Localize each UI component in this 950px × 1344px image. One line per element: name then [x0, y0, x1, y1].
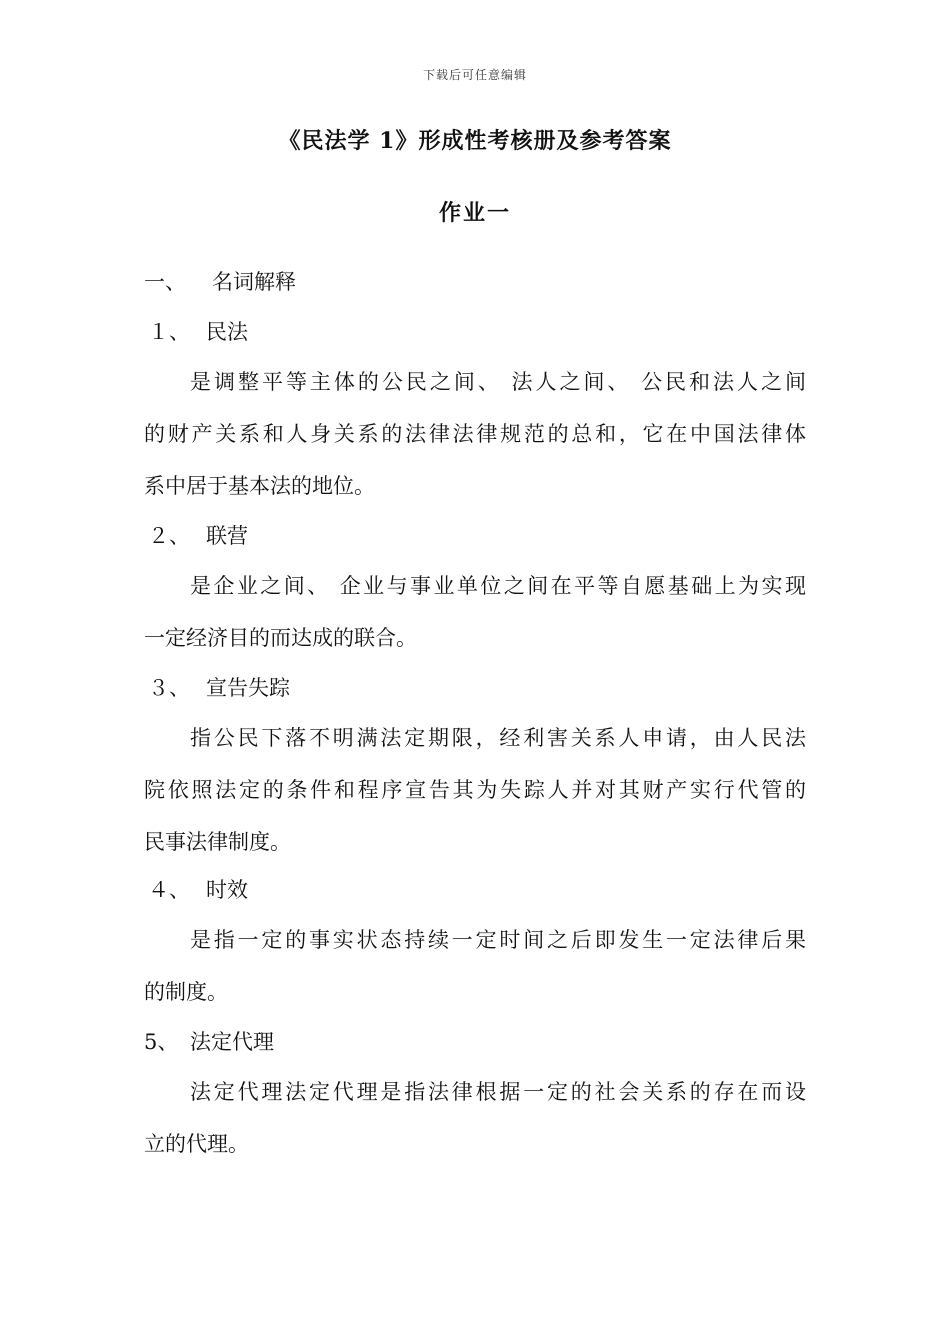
definition-line: 的财产关系和人身关系的法律法律规范的总和，它在中国法律体 [144, 422, 806, 446]
definition-line: 是调整平等主体的公民之间、 法人之间、 公民和法人之间 [190, 370, 806, 394]
definition-line: 院依照法定的条件和程序宣告其为失踪人并对其财产实行代管的 [144, 778, 806, 802]
term-heading-5 [144, 1028, 274, 1056]
definition-line: 民事法律制度。 [144, 830, 291, 854]
term-heading-4 [144, 876, 248, 904]
term-name: 法定代理 [190, 1030, 274, 1054]
section-title: 名词解释 [212, 270, 296, 294]
term-number: 5、 [144, 1030, 179, 1054]
term-name: 宣告失踪 [206, 676, 290, 700]
term-number: ２、 [148, 524, 190, 548]
term-heading-3 [144, 674, 290, 702]
definition-line: 一定经济目的而达成的联合。 [144, 626, 417, 650]
header-note: 下载后可任意编辑 [422, 68, 527, 82]
definition-line: 系中居于基本法的地位。 [144, 474, 375, 498]
term-number: １、 [148, 320, 190, 344]
term-heading-1 [144, 318, 248, 346]
term-name: 时效 [206, 878, 248, 902]
document-title: 《民法学 1》形成性考核册及参考答案 [278, 128, 672, 154]
definition-line: 的制度。 [144, 980, 228, 1004]
assignment-title: 作业一 [438, 200, 511, 226]
definition-line: 指公民下落不明满法定期限，经利害关系人申请，由人民法 [190, 726, 806, 750]
definition-line: 是指一定的事实状态持续一定时间之后即发生一定法律后果 [190, 928, 806, 952]
term-name: 民法 [206, 320, 248, 344]
term-heading-2 [144, 522, 248, 550]
definition-line: 法定代理法定代理是指法律根据一定的社会关系的存在而设 [190, 1080, 806, 1104]
term-name: 联营 [206, 524, 248, 548]
term-number: ３、 [148, 676, 190, 700]
definition-line: 是企业之间、 企业与事业单位之间在平等自愿基础上为实现 [190, 574, 806, 598]
term-number: ４、 [148, 878, 190, 902]
section-heading [144, 268, 296, 296]
section-number: 一、 [144, 270, 186, 294]
definition-line: 立的代理。 [144, 1132, 249, 1156]
